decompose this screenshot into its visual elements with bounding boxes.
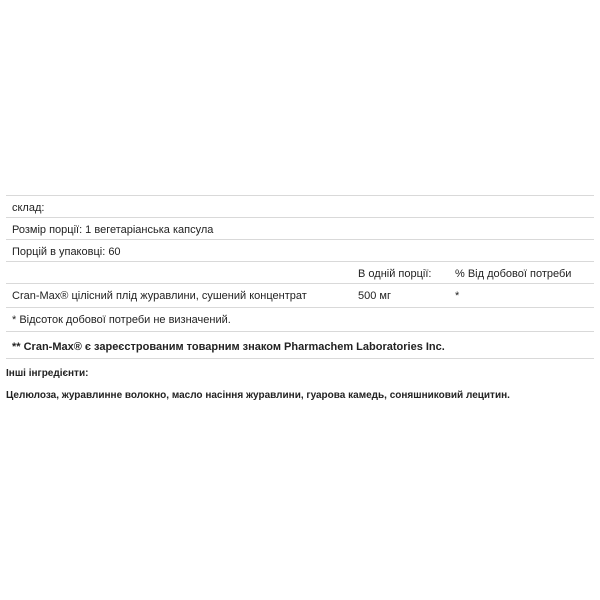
footnote-row [6,307,594,331]
ingredient-daily-value: * [455,290,460,302]
serving-size-row [6,217,594,239]
serving-size: Розмір порції: 1 вегетаріанська капсула [12,224,214,236]
daily-value-header: % Від добової потреби [455,268,572,280]
trademark-note: ** Cran-Max® є зареєстрованим товарним знаком Pharmachem Laboratories Inc. [12,341,445,353]
ingredient-amount: 500 мг [358,290,391,302]
other-ingredients-title: Інші інгредієнти: [6,368,89,379]
table-row [6,283,594,307]
other-ingredients-text: Целюлоза, журавлинне волокно, масло насіння журавлини, гуарова камедь, соняшниковий лецитин. [6,390,510,401]
daily-value-footnote: * Відсоток добової потреби не визначений. [12,314,231,326]
servings-per-container-row [6,239,594,261]
facts-title: склад: [12,202,45,214]
facts-title-row [6,195,594,217]
facts-header-row [6,261,594,283]
supplement-facts-table [6,195,594,359]
amount-per-serving-header: В одній порції: [358,268,432,280]
trademark-row [6,331,594,359]
servings-per-container: Порцій в упаковці: 60 [12,246,121,258]
ingredient-name: Cran-Max® цілісний плід журавлини, сушений концентрат [12,290,307,302]
